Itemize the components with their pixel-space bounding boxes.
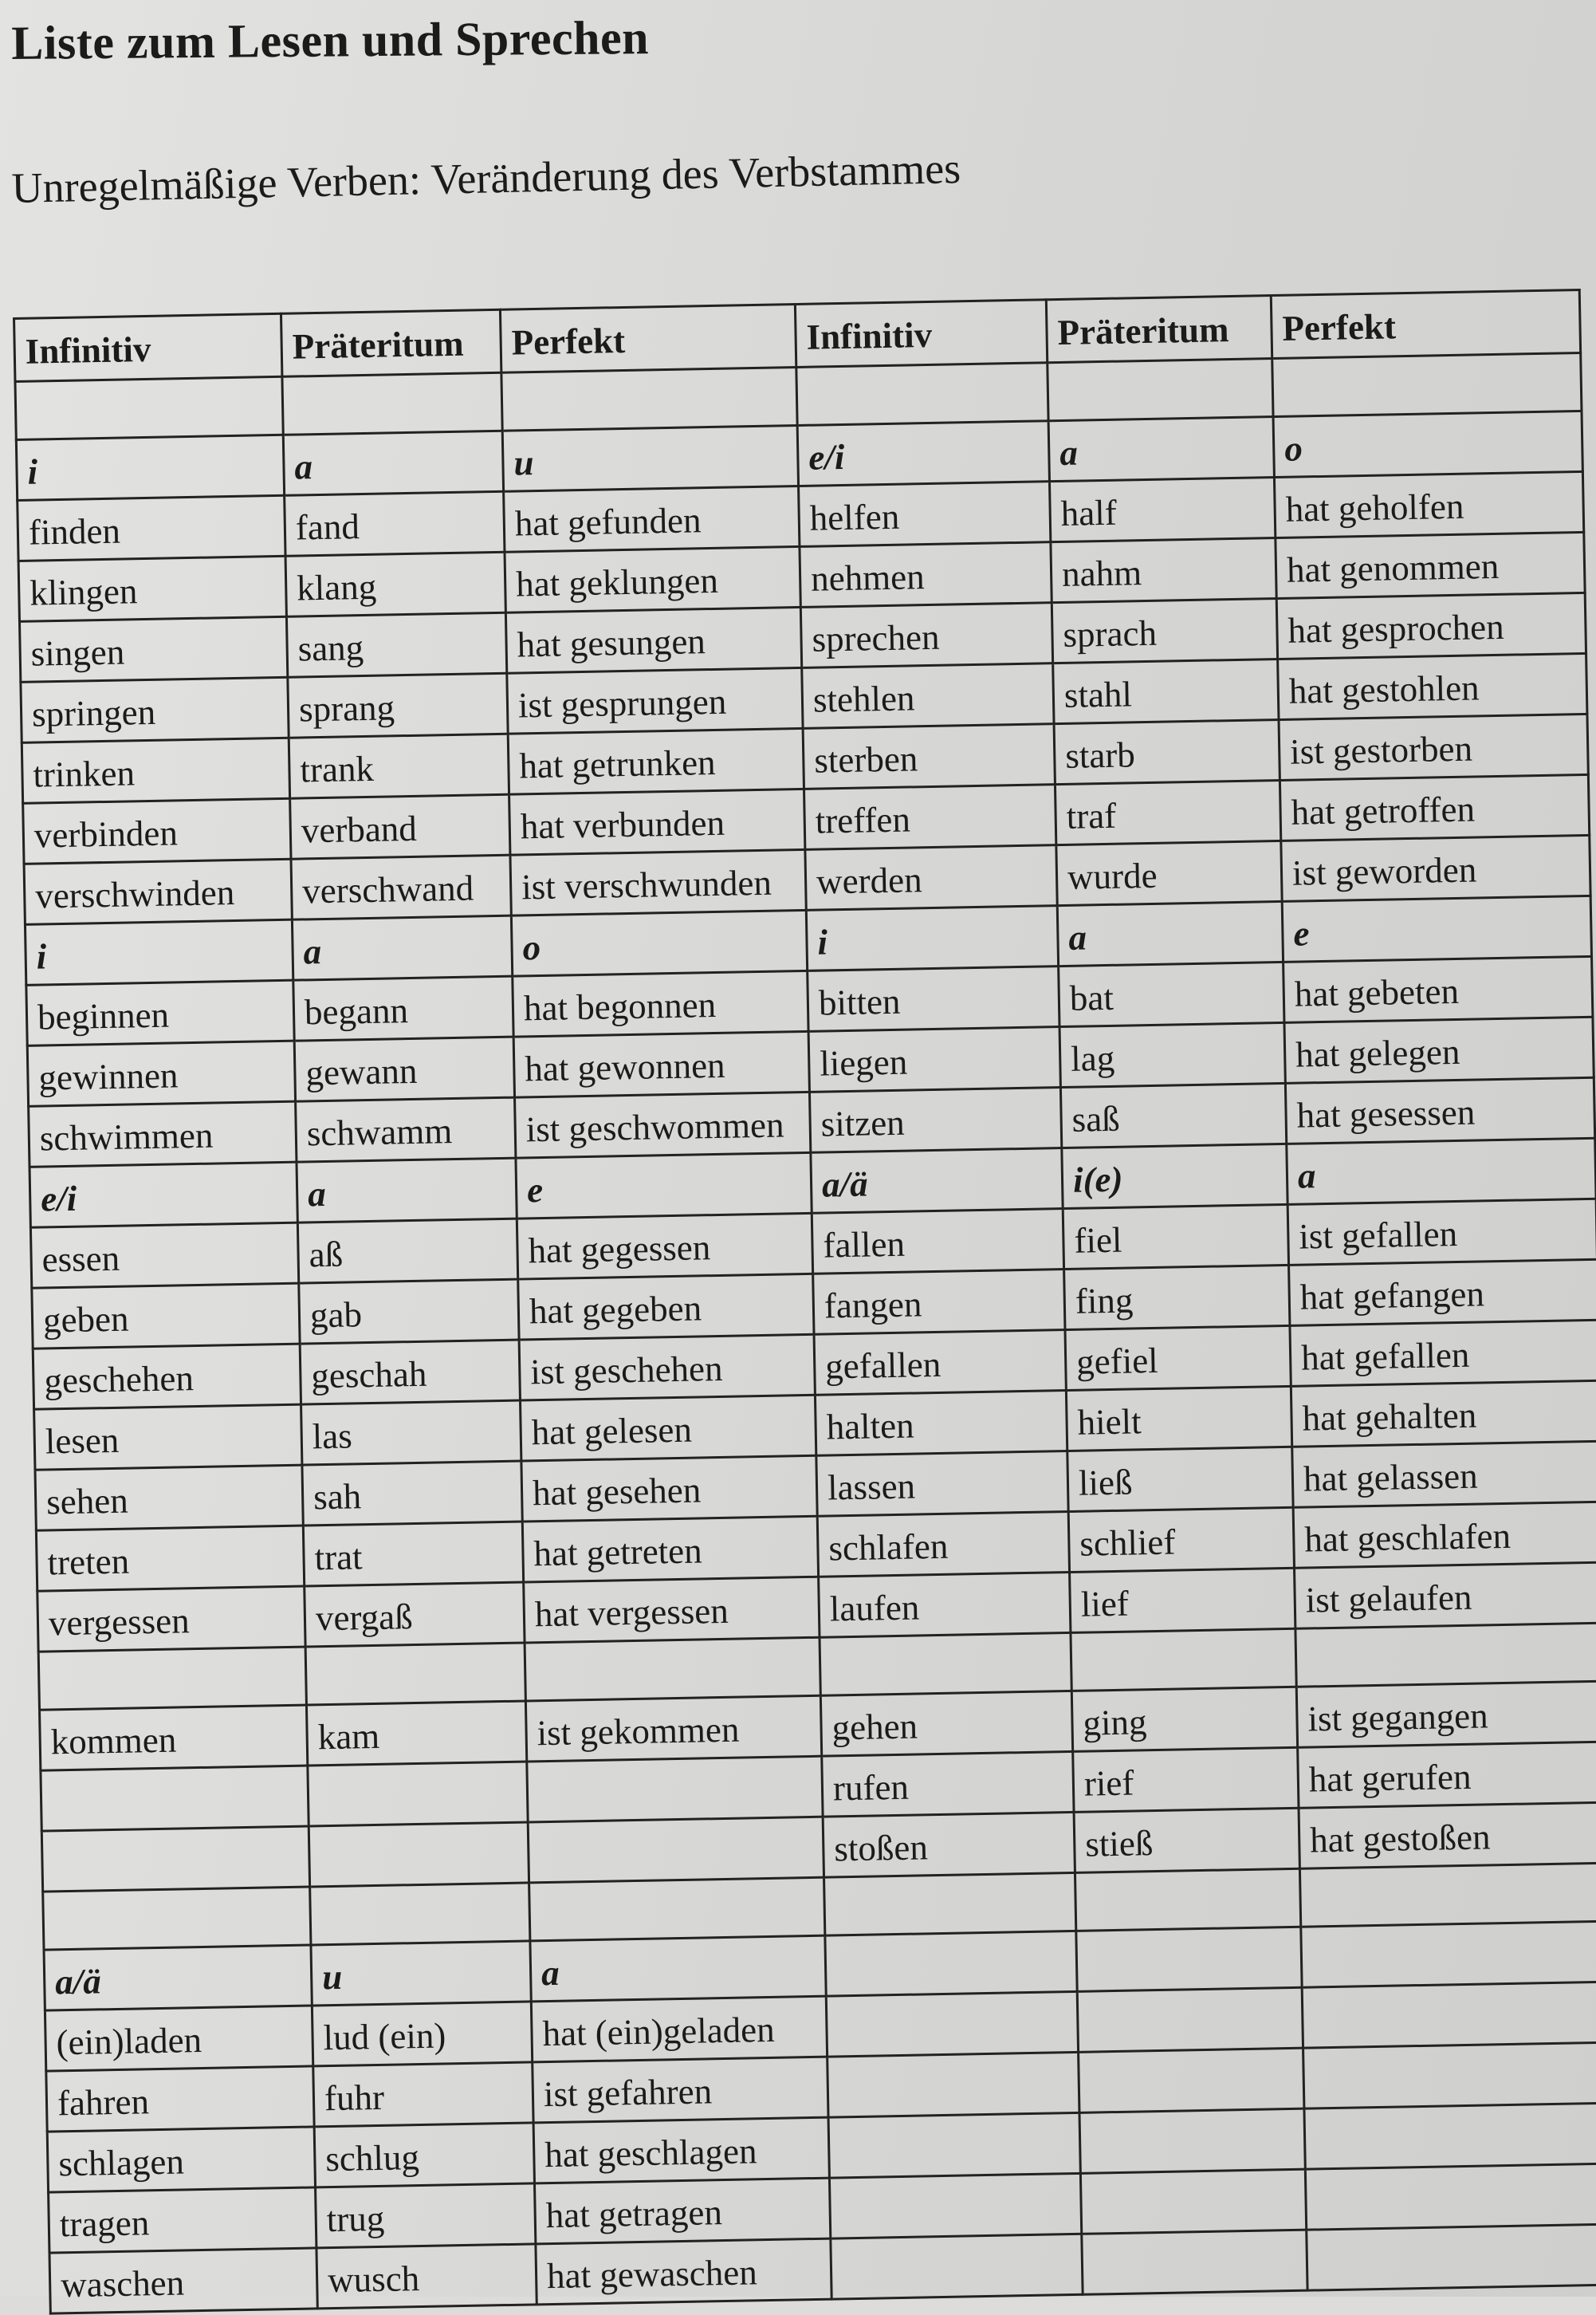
table-cell: hat gesessen [1285,1077,1594,1144]
table-cell: i [806,906,1058,971]
header-cell: Präteritum [281,309,501,376]
table-cell: bitten [808,967,1059,1032]
table-cell: o [511,910,807,976]
table-cell: laufen [819,1572,1071,1637]
table-cell: schlief [1068,1507,1294,1572]
table-cell: fand [285,491,505,556]
page-title: Liste zum Lesen und Sprechen [11,11,650,69]
table-cell: hat gefallen [1290,1320,1596,1386]
table-cell [1303,2042,1596,2108]
table-cell: gefiel [1065,1325,1291,1390]
table-cell: half [1049,478,1275,542]
table-cell: e/i [797,421,1049,486]
table-cell [15,376,283,439]
table-cell: hielt [1066,1386,1291,1451]
verb-table [13,289,1596,2315]
table-cell: hat geholfen [1274,471,1583,537]
table-cell: gab [299,1279,519,1344]
table-cell: sah [302,1461,522,1526]
table-cell: gehen [820,1691,1072,1756]
table-cell: treffen [804,785,1056,850]
table-cell: hat geschlagen [533,2117,829,2183]
table-cell [1272,352,1582,416]
table-cell [529,1877,825,1941]
table-cell: hat vergessen [524,1577,820,1643]
table-cell: ist verschwunden [510,849,806,915]
table-cell: hat getreten [522,1516,818,1582]
table-cell: fiel [1063,1204,1288,1269]
table-cell: hat getrunken [508,728,804,794]
table-cell: nahm [1051,538,1276,603]
table-cell: geben [32,1283,300,1348]
table-cell [1079,2108,1305,2173]
table-cell: rief [1073,1747,1299,1812]
table-cell: bat [1059,962,1284,1026]
table-cell: hat gegessen [517,1213,812,1279]
table-cell: treten [36,1526,304,1591]
table-cell: trug [316,2183,536,2248]
table-cell: sprach [1052,599,1277,663]
table-cell: e/i [29,1162,297,1227]
page-subtitle: Unregelmäßige Verben: Veränderung des Verbstammes [11,144,961,212]
table-cell: e [516,1152,812,1219]
table-cell [1295,1623,1596,1687]
table-cell [1301,1921,1596,1987]
table-cell: werden [805,845,1057,911]
table-cell: hat geklungen [505,546,800,612]
table-cell: begann [293,976,513,1041]
table-cell: gewinnen [27,1041,295,1106]
table-cell: o [1273,411,1582,477]
table-cell: ist geschwommen [515,1092,811,1158]
table-cell: a [530,1935,826,2002]
table-cell: a [283,431,503,495]
table-cell [527,1756,823,1822]
table-cell: hat genommen [1276,532,1585,598]
table-cell: u [311,1941,531,2006]
table-cell: hat gesprochen [1276,593,1586,659]
table-cell [1079,2048,1304,2112]
table-cell: schlagen [47,2127,315,2192]
table-cell: sitzen [809,1088,1061,1153]
table-cell: hat gestohlen [1278,653,1587,719]
table-cell: finden [18,495,285,561]
table-cell: essen [30,1222,298,1288]
table-cell: lief [1070,1568,1295,1632]
table-cell [528,1817,824,1883]
table-cell: gefallen [814,1330,1066,1396]
table-cell: rufen [822,1751,1074,1817]
table-cell: helfen [799,482,1051,547]
table-cell: schlug [314,2123,534,2187]
table-cell [827,2052,1079,2117]
table-cell [1076,1927,1302,1991]
table-cell: traf [1055,780,1280,845]
table-cell: ging [1071,1687,1297,1751]
table-cell: fahren [46,2066,314,2132]
table-cell: hat gebeten [1283,956,1593,1022]
table-cell [41,1826,309,1892]
table-cell: stehlen [802,663,1054,729]
table-cell: hat gelassen [1292,1441,1596,1507]
table-cell: hat gerufen [1298,1742,1596,1808]
table-cell: lag [1059,1022,1285,1087]
table-cell: ist gekommen [525,1695,821,1762]
table-cell: hat gefangen [1289,1259,1596,1325]
table-cell: sprechen [800,603,1052,668]
table-cell [308,1762,528,1826]
table-cell: hat gehalten [1291,1380,1596,1447]
header-cell: Präteritum [1046,296,1272,363]
table-cell: hat gelegen [1284,1017,1594,1083]
table-cell: gewann [294,1037,514,1101]
table-cell: kam [306,1701,526,1766]
table-cell [282,372,502,435]
table-cell [1307,2224,1596,2290]
table-cell: kommen [40,1705,308,1770]
table-cell: a/ä [811,1148,1063,1214]
table-cell: hat begonnen [513,970,808,1037]
table-cell: waschen [49,2248,317,2313]
table-cell [1304,2103,1596,2169]
header-cell: Infinitiv [795,300,1047,368]
table-cell [1299,1863,1596,1927]
table-cell: wusch [316,2244,537,2309]
verb-table-container [13,289,1596,2315]
table-cell: halten [815,1391,1067,1456]
table-cell [796,363,1048,426]
table-cell [1075,1868,1300,1931]
header-cell: Perfekt [1271,289,1580,358]
table-cell: fallen [812,1209,1063,1274]
table-cell [831,2234,1083,2299]
table-cell: verband [290,794,510,859]
table-cell: nehmen [800,542,1052,608]
table-cell [1077,1987,1303,2052]
table-cell: saß [1060,1083,1286,1148]
table-cell: hat gegeben [518,1274,814,1340]
table-cell [43,1887,311,1950]
table-cell: fing [1064,1265,1290,1329]
table-cell: geschehen [33,1344,301,1409]
table-cell [826,1991,1078,2057]
table-cell: ist gefallen [1287,1199,1596,1265]
table-cell: hat gelesen [520,1395,816,1461]
table-cell: a [292,915,512,980]
table-cell [310,1883,530,1945]
table-cell: las [301,1400,521,1465]
table-cell: schwimmen [29,1101,297,1167]
table-cell: fuhr [313,2062,533,2127]
table-cell: springen [21,677,289,742]
table-cell [1071,1628,1296,1691]
table-cell: lesen [34,1404,302,1470]
table-cell: ist gegangen [1296,1681,1596,1747]
table-cell: verschwand [291,855,511,919]
table-cell: klang [285,552,505,616]
table-cell: hat gewonnen [513,1031,809,1097]
table-cell [38,1647,306,1710]
table-cell: tragen [49,2187,316,2253]
table-cell: ist gefahren [533,2057,828,2123]
table-cell: a [1287,1138,1596,1204]
table-cell: stoßen [823,1812,1075,1877]
table-cell: hat geschlafen [1293,1502,1596,1568]
table-cell: geschah [300,1340,520,1404]
table-cell: liegen [808,1027,1060,1093]
table-cell: klingen [18,556,286,621]
table-cell [501,368,797,431]
table-cell: wurde [1056,841,1282,905]
table-cell: trank [289,734,509,798]
table-cell: (ein)laden [45,2006,313,2071]
table-cell: schlafen [817,1511,1069,1577]
table-cell [1080,2169,1306,2234]
table-cell: hat (ein)geladen [531,1996,827,2062]
table-cell: trat [303,1522,523,1586]
table-cell: ist geworden [1281,835,1590,901]
table-cell: a/ä [44,1945,312,2010]
table-cell: hat getroffen [1280,774,1589,841]
table-cell [41,1766,309,1831]
table-body [15,352,1596,2313]
table-cell: i [25,919,293,985]
table-cell [305,1643,525,1705]
table-cell: sang [286,612,506,677]
table-cell: u [502,425,798,491]
table-cell: vergaß [305,1582,525,1647]
table-cell [825,1931,1077,1996]
table-cell [824,1872,1076,1935]
header-cell: Infinitiv [14,313,282,381]
table-cell: a [1057,901,1283,966]
table-cell: singen [19,616,287,682]
table-cell [1305,2163,1596,2230]
table-cell: trinken [22,738,289,803]
table-cell [1082,2230,1307,2294]
table-cell [828,2112,1080,2178]
table-cell: verschwinden [24,859,292,924]
table-cell [820,1632,1071,1695]
table-cell: verbinden [23,798,291,864]
header-cell: Perfekt [500,305,796,373]
table-cell: e [1282,896,1591,962]
table-cell: a [297,1158,517,1222]
table-cell: lassen [816,1451,1068,1516]
table-cell: ist geschehen [519,1334,815,1400]
table-cell: hat gesehen [521,1455,817,1522]
table-cell: hat gewaschen [536,2238,831,2305]
table-cell: ist gesprungen [507,667,803,734]
table-cell: stahl [1053,659,1279,723]
table-cell: hat getragen [534,2178,830,2244]
table-cell: fangen [813,1270,1065,1335]
table-cell: i [16,435,284,500]
table-cell: stieß [1074,1808,1299,1872]
table-cell: ist gestorben [1279,714,1588,780]
table-cell: ist gelaufen [1295,1562,1596,1628]
table-cell [829,2173,1081,2238]
table-cell: aß [297,1219,517,1283]
table-cell: a [1048,417,1274,482]
table-cell: i(e) [1062,1144,1287,1208]
table-cell: vergessen [37,1586,305,1652]
table-cell: sprang [288,673,508,738]
table-cell: ließ [1067,1447,1293,1511]
table-cell [525,1637,820,1701]
table-cell [1302,1982,1596,2048]
table-cell [309,1822,529,1887]
table-cell: schwamm [296,1097,516,1162]
table-cell: starb [1054,719,1280,784]
table-cell: hat gefunden [504,486,800,552]
table-cell: lud (ein) [312,2002,532,2066]
table-cell [1048,359,1273,421]
table-cell: beginnen [26,980,294,1045]
table-cell: hat gestoßen [1299,1802,1596,1868]
table-cell: sehen [35,1465,303,1530]
table-cell: hat verbunden [509,789,805,855]
table-cell: sterben [803,724,1055,789]
table-cell: hat gesungen [505,607,801,673]
